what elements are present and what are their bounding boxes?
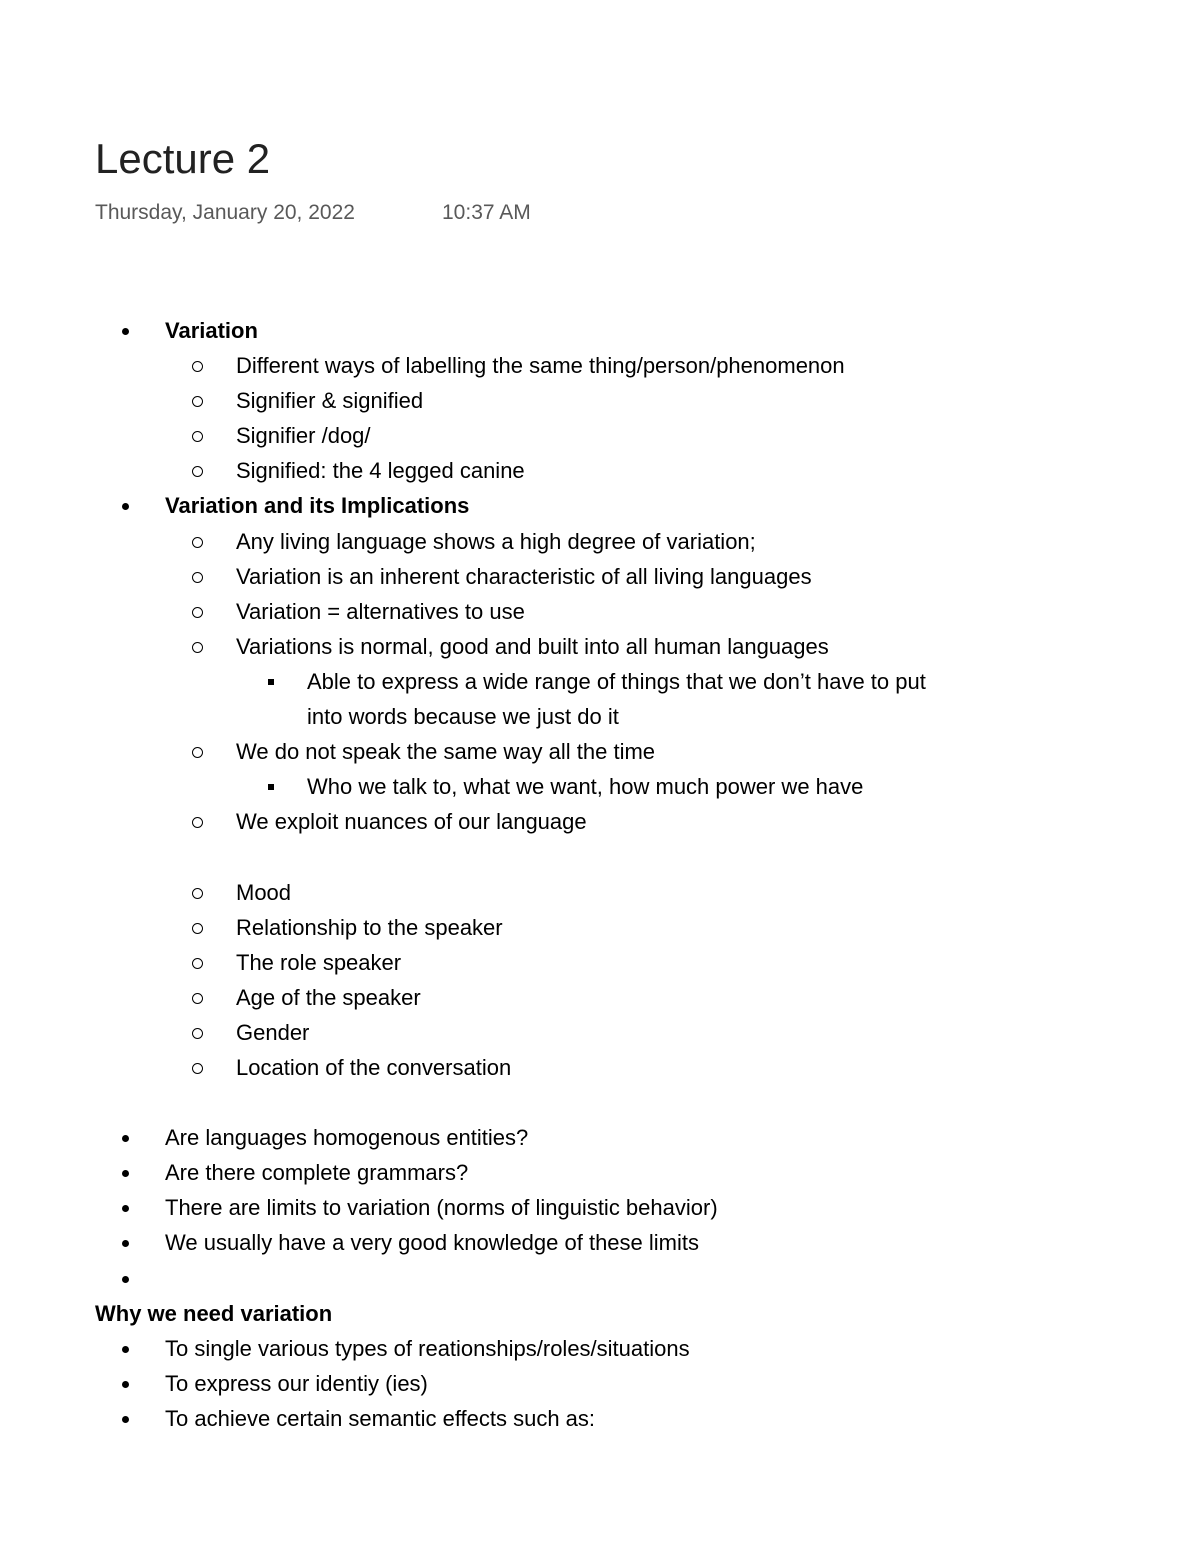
outline-text: Are there complete grammars? (165, 1160, 469, 1186)
bullet-circle-icon (192, 361, 203, 372)
outline-text: Any living language shows a high degree of variation; (236, 528, 756, 554)
outline-text: Signifier /dog/ (236, 423, 371, 449)
outline-text: Why we need variation (95, 1300, 333, 1326)
outline-line (0, 1331, 1200, 1366)
outline-line (0, 488, 1200, 523)
bullet-disc-icon (122, 1381, 129, 1388)
outline-line (0, 629, 1200, 664)
outline-line (0, 1366, 1200, 1401)
outline-text: We exploit nuances of our language (236, 809, 587, 835)
bullet-circle-icon (192, 396, 203, 407)
outline-text: Variation is an inherent characteristic of all living languages (236, 563, 812, 589)
outline-line (0, 594, 1200, 629)
bullet-disc-icon (122, 1276, 129, 1283)
outline-text: Mood (236, 879, 292, 905)
page-date: Thursday, January 20, 2022 (95, 201, 355, 224)
page-meta (95, 199, 531, 227)
bullet-disc-icon (122, 503, 129, 510)
outline-line (0, 1085, 1200, 1120)
bullet-disc-icon (122, 1170, 129, 1177)
outline-text: Variation = alternatives to use (236, 598, 525, 624)
outline-text: Age of the speaker (236, 984, 421, 1010)
bullet-disc-icon (122, 1135, 129, 1142)
outline-line (0, 313, 1200, 348)
outline-line (0, 348, 1200, 383)
outline-line (0, 1261, 1200, 1296)
outline-text: Relationship to the speaker (236, 914, 503, 940)
outline-text: Variation (165, 318, 258, 343)
bullet-circle-icon (192, 923, 203, 934)
outline-text: Gender (236, 1019, 310, 1045)
outline-line (0, 1050, 1200, 1085)
outline-line (0, 804, 1200, 839)
outline-line (0, 945, 1200, 980)
bullet-circle-icon (192, 431, 203, 442)
outline-text: We usually have a very good knowledge of these limits (165, 1230, 699, 1256)
bullet-circle-icon (192, 607, 203, 618)
bullet-circle-icon (192, 888, 203, 899)
outline-text: Variations is normal, good and built into all human languages (236, 633, 829, 659)
outline-text: Variation and its Implications (165, 493, 470, 519)
outline-line (0, 664, 1200, 699)
bullet-circle-icon (192, 1028, 203, 1039)
page-time: 10:37 AM (442, 201, 531, 224)
outline-line (0, 524, 1200, 559)
outline-line (0, 383, 1200, 418)
bullet-circle-icon (192, 572, 203, 583)
outline-line (0, 1155, 1200, 1190)
outline-text: There are limits to variation (norms of linguistic behavior) (165, 1195, 718, 1221)
outline-line (0, 699, 1200, 734)
outline-line (0, 559, 1200, 594)
outline-text: Able to express a wide range of things that we don’t have to put (307, 668, 926, 694)
outline-line (0, 453, 1200, 488)
outline-text: The role speaker (236, 949, 402, 975)
outline-line (0, 1401, 1200, 1436)
outline-line (0, 910, 1200, 945)
outline-text: Signifier & signified (236, 388, 424, 414)
bullet-circle-icon (192, 1063, 203, 1074)
outline-line (0, 1296, 1200, 1331)
outline-text: Signified: the 4 legged canine (236, 458, 525, 484)
outline-text: Who we talk to, what we want, how much power we have (307, 774, 864, 800)
outline-text: To express our identiy (ies) (165, 1370, 428, 1396)
outline-line (0, 980, 1200, 1015)
outline-text: To achieve certain semantic effects such as: (165, 1405, 596, 1431)
bullet-circle-icon (192, 466, 203, 477)
bullet-disc-icon (122, 1240, 129, 1247)
bullet-circle-icon (192, 642, 203, 653)
outline-text: into words because we just do it (307, 704, 619, 730)
outline-line (0, 1225, 1200, 1260)
outline-line (0, 1015, 1200, 1050)
outline-text: We do not speak the same way all the time (236, 739, 656, 765)
outline-text: Are languages homogenous entities? (165, 1125, 529, 1151)
bullet-disc-icon (122, 1205, 129, 1212)
bullet-disc-icon (122, 328, 129, 335)
bullet-circle-icon (192, 993, 203, 1004)
bullet-disc-icon (122, 1346, 129, 1353)
bullet-square-icon (268, 679, 274, 685)
outline-line (0, 418, 1200, 453)
bullet-circle-icon (192, 747, 203, 758)
outline-text: Location of the conversation (236, 1054, 512, 1080)
page-title: Lecture 2 (95, 135, 271, 182)
outline-text: Different ways of labelling the same thing/person/phenomenon (236, 353, 845, 379)
outline-line (0, 769, 1200, 804)
bullet-square-icon (268, 784, 274, 790)
outline-text: To single various types of reationships/roles/situations (165, 1335, 690, 1361)
bullet-disc-icon (122, 1416, 129, 1423)
note-body (0, 313, 1200, 1436)
outline-line (0, 839, 1200, 874)
outline-line (0, 1190, 1200, 1225)
bullet-circle-icon (192, 817, 203, 828)
outline-line (0, 875, 1200, 910)
outline-line (0, 1120, 1200, 1155)
bullet-circle-icon (192, 537, 203, 548)
bullet-circle-icon (192, 958, 203, 969)
outline-line (0, 734, 1200, 769)
